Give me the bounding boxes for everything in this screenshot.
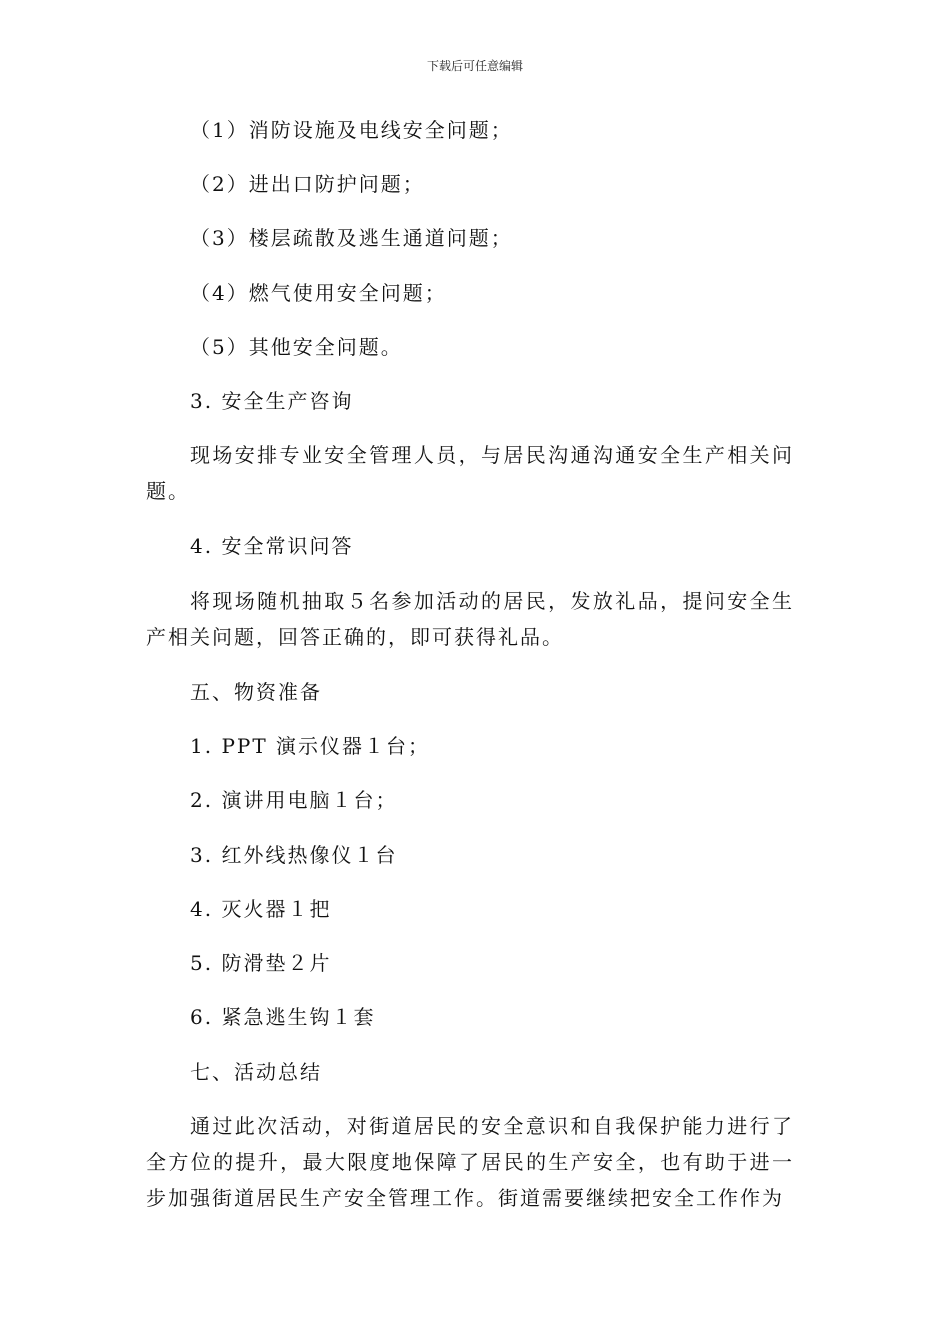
section-3-body: 现场安排专业安全管理人员，与居民沟通沟通安全生产相关问题。 [146,443,794,503]
section-3-heading: 3. 安全生产咨询 [190,389,354,413]
hazard-item-3: （3）楼层疏散及逃生通道问题； [190,226,513,250]
materials-item-5: 5. 防滑垫２片 [190,951,332,975]
materials-item-6: 6. 紧急逃生钩１套 [190,1005,376,1029]
section-4-heading: 4. 安全常识问答 [190,534,354,558]
summary-body: 通过此次活动，对街道居民的安全意识和自我保护能力进行了全方位的提升，最大限度地保障了居民的生产安全，也有助于进一步加强街道居民生产安全管理工作。街道需要继续把安全工作作为 [146,1114,794,1210]
page-header: 下载后可任意编辑 [426,59,523,73]
summary-heading: 七、活动总结 [190,1060,322,1084]
materials-item-4: 4. 灭火器１把 [190,897,332,921]
materials-heading: 五、物资准备 [190,680,322,704]
materials-item-2: 2. 演讲用电脑１台； [190,788,398,812]
hazard-item-1: （1）消防设施及电线安全问题； [190,118,513,142]
materials-item-3: 3. 红外线热像仪１台 [190,843,398,867]
materials-item-1: 1. PPT 演示仪器１台； [190,734,431,758]
hazard-item-5: （5）其他安全问题。 [190,335,403,359]
hazard-item-4: （4）燃气使用安全问题； [190,281,447,305]
section-4-body: 将现场随机抽取５名参加活动的居民，发放礼品，提问安全生产相关问题，回答正确的，即可获得礼品。 [146,589,794,649]
hazard-item-2: （2）进出口防护问题； [190,172,425,196]
